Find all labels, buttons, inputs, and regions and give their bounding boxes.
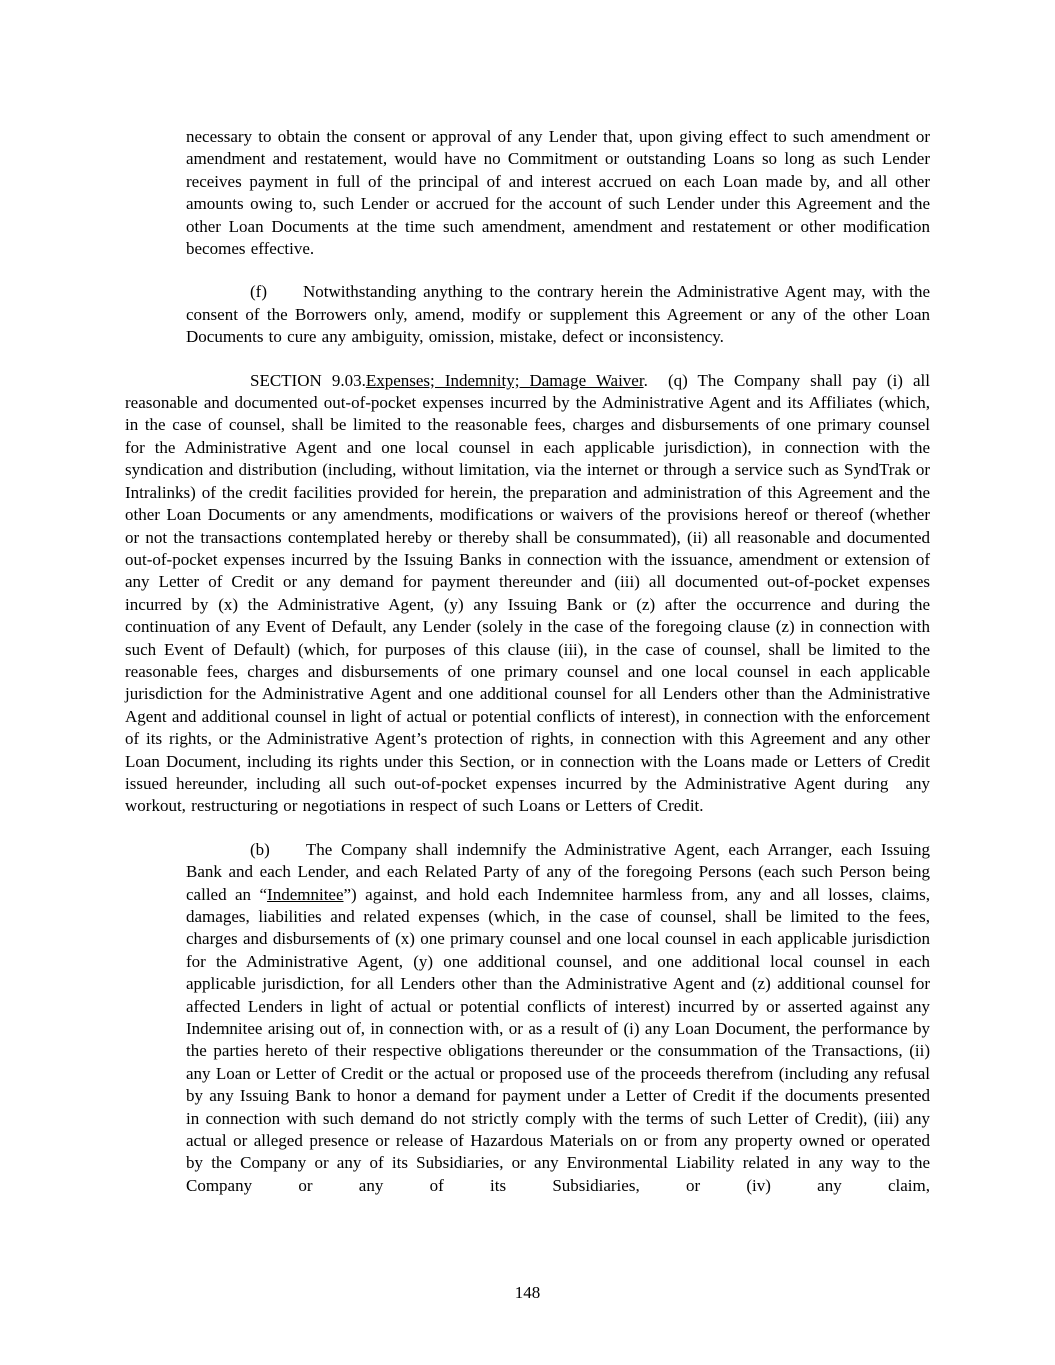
- paragraph-text: necessary to obtain the consent or approval of any Lender that, upon giving effect to such amendment or amendment and restatement, would have no Commitment or outstanding Loans so long as such Lender receives payment in full of the principal of and interest accrued on each Loan made by, and all other amounts owing to, such Lender or accrued for the account of such Lender under this Agreement and the other Loan Documents at the time such amendment, amendment and restatement or other modification becomes effective.: [186, 127, 930, 259]
- paragraph-clause-f: [186, 281, 930, 348]
- paragraph-section-9-03: [125, 370, 930, 818]
- paragraph-text: The Company shall indemnify the Administrative Agent, each Arranger, each Issuing Bank and each Lender, and each Related Party of any of the foregoing Persons (each such Person being called an “: [186, 839, 930, 904]
- page-number: 148: [514, 1283, 541, 1302]
- paragraph-continuation: [186, 126, 930, 260]
- paragraph-text: . (q) The Company shall pay (i) all reasonable and documented out-of-pocket expenses incurred by the Administrative Agent and its Affiliates (which, in the case of counsel, shall be limited to the reasonable fees, charges and disbursements of one primary counsel for the Administrative Agent and one local counsel in each applicable jurisdiction), in connection with the syndication and distribution (including, without limitation, via the internet or through a service such as SyndTrak or Intralinks) of the credit facilities provided for herein, the preparation and administration of this Agreement and the other Loan Documents or any amendments, modifications or waivers of the provisions hereof or thereof (whether or not the transactions contemplated hereby or thereby shall be consummated), (ii) all reasonable and documented out-of-pocket expenses incurred by the Issuing Banks in connection with the issuance, amendment or extension of any Letter of Credit or any demand for payment thereunder and (iii) all documented out-of-pocket expenses incurred by (x) the Administrative Agent, (y) any Issuing Bank or (z) after the occurrence and during the continuation of any Event of Default, any Lender (solely in the case of the foregoing clause (z) in connection with such Event of Default) (which, for purposes of this clause (iii), in the case of counsel, shall be limited to the reasonable fees, charges and disbursements of one primary counsel and one local counsel in each applicable jurisdiction for the Administrative Agent and one additional counsel for all Lenders other than the Administrative Agent and additional counsel in light of actual or potential conflicts of interest), in connection with the enforcement of its rights, or the Administrative Agent’s protection of rights, in connection with this Agreement and any other Loan Document, including its rights under this Section, or in connection with the Loans made or Letters of Credit issued hereunder, including all such out-of-pocket expenses incurred by the Administrative Agent during any workout, restructuring or negotiations in respect of such Loans or Letters of Credit.: [125, 370, 931, 816]
- defined-term-indemnitee: Indemnitee: [267, 884, 344, 904]
- clause-label: (b): [250, 839, 270, 859]
- paragraph-text: ”) against, and hold each Indemnitee harmless from, any and all losses, claims, damages, liabilities and related expenses (which, in the case of counsel, shall be limited to the fees, charges and disbursements of (x) one primary counsel and one local counsel in each applicable jurisdiction for the Administrative Agent, (y) one additional counsel, and one additional local counsel in each applicable jurisdiction, for all Lenders other than the Administrative Agent and (z) additional counsel for affected Lenders in light of actual or potential conflicts of interest) incurred by or asserted against any Indemnitee arising out of, in connection with, or as a result of (i) any Loan Document, the performance by the parties hereto of their respective obligations thereunder or the consummation of the Transactions, (ii) any Loan or Letter of Credit or the actual or proposed use of the proceeds therefrom (including any refusal by any Issuing Bank to honor a demand for payment under a Letter of Credit if the documents presented in connection with such demand do not strictly comply with the terms of such Letter of Credit), (iii) any actual or alleged presence or release of Hazardous Materials on or from any property owned or operated by the Company or any of its Subsidiaries, or any Environmental Liability related in any way to the Company or any of its Subsidiaries, or (iv) any claim,: [186, 884, 930, 1195]
- section-title: Expenses; Indemnity; Damage Waiver: [365, 370, 644, 390]
- section-label: SECTION 9.03.: [250, 370, 366, 390]
- clause-label: (f): [250, 282, 267, 302]
- paragraph-text: Notwithstanding anything to the contrary herein the Administrative Agent may, with the consent of the Borrowers only, amend, modify or supplement this Agreement or any of the other Loan Documents to cure any ambiguity, omission, mistake, defect or inconsistency.: [186, 282, 930, 347]
- paragraph-clause-b: [186, 839, 930, 1198]
